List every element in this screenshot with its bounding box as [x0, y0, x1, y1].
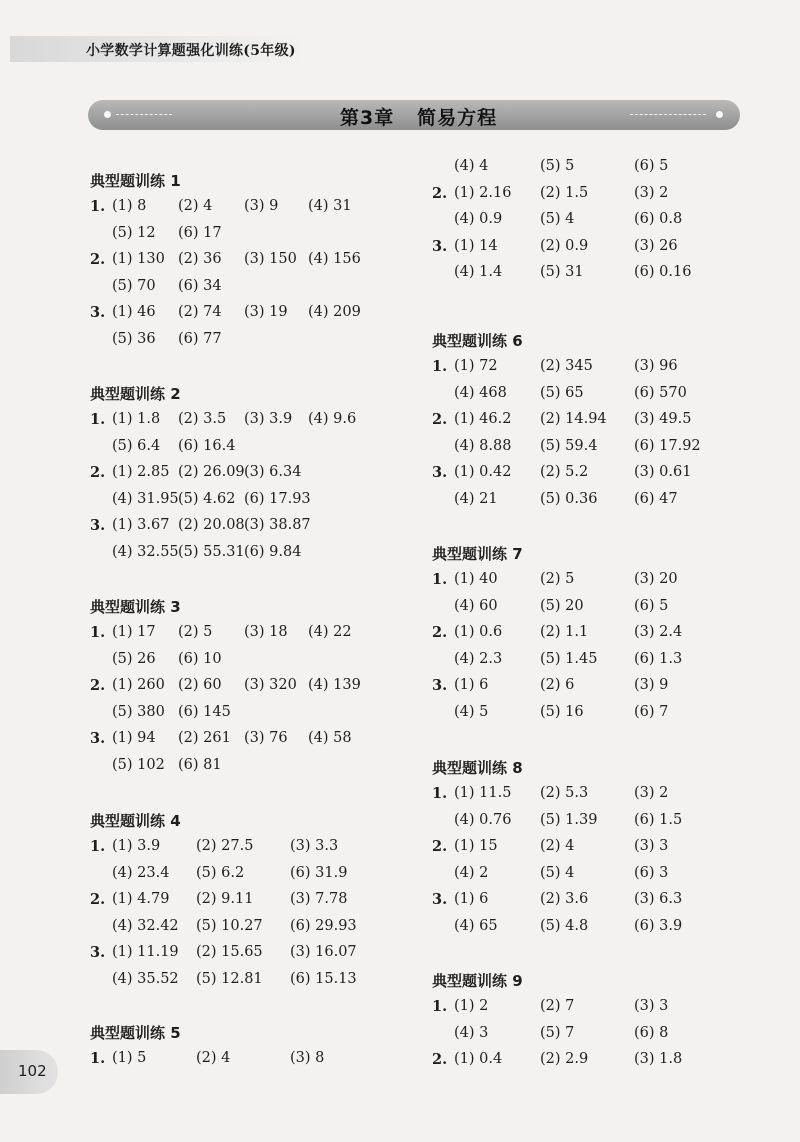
answer-item: (5) 5	[540, 158, 575, 174]
answer-item: (5) 1.39	[540, 811, 598, 828]
answer-item: (6) 77	[178, 331, 222, 347]
answer-item: (1) 3.9	[112, 838, 161, 854]
answer-item: (4) 3	[454, 1024, 489, 1041]
answer-item: (2) 6	[540, 677, 575, 694]
answer-item: (2) 261	[178, 730, 231, 747]
answer-item: (1) 0.4	[454, 1051, 503, 1068]
answer-item: (4) 4	[454, 158, 489, 174]
answer-item: (5) 4	[540, 864, 575, 881]
question-number: 2.	[432, 838, 448, 856]
answer-item: (1) 1.8	[112, 411, 161, 427]
question-number: 2.	[432, 1051, 448, 1069]
answer-item: (2) 1.1	[540, 624, 589, 641]
answer-item: (4) 139	[308, 677, 361, 694]
answer-item: (6) 17.92	[634, 437, 701, 454]
question-number: 1.	[90, 1050, 106, 1067]
question-number: 3.	[432, 237, 448, 255]
answer-item: (1) 8	[112, 198, 147, 214]
answer-item: (5) 20	[540, 597, 584, 614]
answer-item: (6) 570	[634, 384, 687, 401]
answer-item: (5) 0.36	[540, 491, 598, 507]
answer-item: (3) 9	[244, 198, 279, 214]
answer-item: (2) 9.11	[196, 891, 254, 908]
answer-item: (6) 3.9	[634, 918, 683, 934]
answer-item: (5) 36	[112, 331, 156, 347]
answer-item: (3) 26	[634, 237, 678, 254]
answer-item: (1) 14	[454, 237, 498, 254]
question-number: 1.	[432, 998, 448, 1015]
answer-item: (4) 2	[454, 864, 489, 881]
running-header: 小学数学计算题强化训练(5年级)	[86, 43, 296, 59]
answer-item: (1) 94	[112, 730, 156, 747]
answer-item: (5) 12	[112, 224, 156, 241]
answer-item: (4) 22	[308, 624, 352, 640]
answer-item: (3) 0.61	[634, 464, 692, 481]
answer-item: (3) 2	[634, 184, 669, 201]
answer-item: (2) 4	[540, 838, 575, 855]
answer-item: (3) 18	[244, 624, 288, 640]
answer-item: (2) 4	[178, 198, 213, 214]
answer-item: (1) 4.79	[112, 891, 170, 908]
answer-item: (2) 5	[178, 624, 213, 640]
answer-item: (3) 96	[634, 358, 678, 374]
answer-item: (3) 2	[634, 785, 669, 801]
answer-item: (1) 5	[112, 1050, 147, 1066]
answer-item: (5) 1.45	[540, 650, 598, 667]
answer-item: (3) 9	[634, 677, 669, 694]
answer-item: (2) 345	[540, 358, 593, 374]
question-number: 2.	[90, 251, 106, 269]
answer-item: (1) 46.2	[454, 411, 512, 428]
answer-item: (6) 145	[178, 703, 231, 720]
question-number: 3.	[90, 517, 106, 535]
answer-item: (3) 38.87	[244, 517, 311, 534]
answer-item: (2) 3.6	[540, 891, 589, 908]
section-title: 典型题训练 8	[432, 759, 523, 777]
answer-item: (3) 3	[634, 998, 669, 1014]
answer-item: (6) 8	[634, 1024, 669, 1041]
answer-item: (4) 31.95	[112, 490, 179, 507]
question-number: 3.	[432, 891, 448, 909]
answer-item: (6) 34	[178, 277, 222, 294]
answer-item: (1) 11.19	[112, 944, 179, 961]
answer-item: (2) 60	[178, 677, 222, 694]
section-title: 典型题训练 9	[432, 972, 523, 990]
answer-item: (4) 60	[454, 597, 498, 614]
question-number: 1.	[432, 358, 448, 375]
banner-dot-icon	[104, 111, 111, 118]
question-number: 2.	[90, 891, 106, 909]
question-number: 1.	[90, 624, 106, 641]
answer-item: (2) 26.09	[178, 464, 245, 481]
question-number: 1.	[432, 785, 448, 802]
answer-item: (6) 29.93	[290, 917, 357, 934]
answer-item: (4) 58	[308, 730, 352, 747]
answer-item: (2) 15.65	[196, 944, 263, 961]
answer-item: (6) 81	[178, 757, 222, 773]
section-title: 典型题训练 7	[432, 545, 523, 563]
answer-item: (5) 16	[540, 704, 584, 720]
answer-item: (6) 0.16	[634, 264, 692, 281]
answer-item: (2) 4	[196, 1050, 231, 1066]
answer-item: (2) 7	[540, 998, 575, 1014]
question-number: 3.	[432, 677, 448, 695]
question-number: 3.	[90, 944, 106, 962]
question-number: 2.	[432, 184, 448, 202]
answer-item: (3) 2.4	[634, 624, 683, 641]
answer-item: (2) 2.9	[540, 1051, 589, 1068]
page-number: 102	[18, 1062, 47, 1080]
answer-item: (6) 7	[634, 704, 669, 720]
answer-item: (5) 4.8	[540, 918, 589, 934]
answer-item: (4) 1.4	[454, 264, 503, 281]
answer-item: (1) 0.6	[454, 624, 503, 641]
answer-item: (6) 1.5	[634, 811, 683, 828]
answer-item: (2) 74	[178, 304, 222, 321]
answer-item: (4) 32.42	[112, 917, 179, 934]
answer-item: (4) 35.52	[112, 971, 179, 987]
answer-item: (4) 31	[308, 198, 352, 214]
answer-item: (3) 20	[634, 571, 678, 587]
answer-item: (3) 3.9	[244, 411, 293, 427]
answer-item: (3) 150	[244, 251, 297, 268]
answer-item: (2) 1.5	[540, 184, 589, 201]
answer-item: (6) 1.3	[634, 650, 683, 667]
answer-item: (6) 5	[634, 158, 669, 174]
question-number: 1.	[90, 411, 106, 428]
answer-item: (1) 2.16	[454, 184, 512, 201]
answer-item: (5) 12.81	[196, 971, 263, 987]
answer-item: (5) 4.62	[178, 490, 236, 507]
answer-item: (4) 65	[454, 918, 498, 934]
chapter-title: 第3章 简易方程	[340, 107, 498, 129]
answer-item: (1) 260	[112, 677, 165, 694]
answer-item: (1) 17	[112, 624, 156, 640]
section-title: 典型题训练 1	[90, 172, 181, 190]
answer-item: (2) 5.3	[540, 785, 589, 801]
answer-item: (3) 6.3	[634, 891, 683, 908]
answer-item: (5) 7	[540, 1024, 575, 1041]
answer-item: (5) 102	[112, 757, 165, 773]
answer-item: (1) 2	[454, 998, 489, 1014]
answer-item: (1) 6	[454, 891, 489, 908]
answer-item: (3) 19	[244, 304, 288, 321]
section-title: 典型题训练 6	[432, 332, 523, 350]
answer-item: (6) 10	[178, 650, 222, 667]
answer-item: (4) 5	[454, 704, 489, 720]
answer-item: (5) 380	[112, 703, 165, 720]
answer-item: (2) 36	[178, 251, 222, 268]
answer-item: (6) 3	[634, 864, 669, 881]
answer-item: (6) 15.13	[290, 971, 357, 987]
answer-item: (6) 17.93	[244, 490, 311, 507]
answer-item: (1) 0.42	[454, 464, 512, 481]
answer-item: (5) 65	[540, 384, 584, 401]
answer-item: (4) 468	[454, 384, 507, 401]
answer-item: (3) 1.8	[634, 1051, 683, 1068]
answer-item: (4) 2.3	[454, 650, 503, 667]
answer-item: (3) 320	[244, 677, 297, 694]
answer-item: (1) 3.67	[112, 517, 170, 534]
answer-item: (3) 6.34	[244, 464, 302, 481]
answer-item: (1) 40	[454, 571, 498, 587]
answer-item: (5) 4	[540, 211, 575, 228]
question-number: 1.	[432, 571, 448, 588]
answer-item: (5) 55.31	[178, 544, 245, 560]
question-number: 2.	[90, 464, 106, 482]
answer-item: (6) 9.84	[244, 544, 302, 560]
answer-item: (3) 7.78	[290, 891, 348, 908]
section-title: 典型题训练 4	[90, 812, 181, 830]
answer-item: (4) 0.76	[454, 811, 512, 828]
answer-item: (2) 0.9	[540, 237, 589, 254]
answer-item: (3) 3.3	[290, 838, 339, 854]
answer-item: (1) 2.85	[112, 464, 170, 481]
answer-item: (4) 209	[308, 304, 361, 321]
answer-item: (1) 11.5	[454, 785, 512, 801]
question-number: 3.	[90, 304, 106, 322]
question-number: 2.	[432, 624, 448, 642]
answer-item: (6) 0.8	[634, 211, 683, 228]
answer-item: (6) 17	[178, 224, 222, 241]
answer-item: (5) 70	[112, 277, 156, 294]
answer-item: (3) 76	[244, 730, 288, 747]
answer-item: (4) 9.6	[308, 411, 357, 427]
answer-item: (2) 5.2	[540, 464, 589, 481]
answer-item: (4) 23.4	[112, 864, 170, 881]
answer-item: (6) 16.4	[178, 437, 236, 454]
answer-item: (5) 10.27	[196, 917, 263, 934]
answer-item: (4) 32.55	[112, 544, 179, 560]
answer-item: (2) 20.08	[178, 517, 245, 534]
answer-item: (5) 6.4	[112, 437, 161, 454]
answer-item: (3) 49.5	[634, 411, 692, 428]
page-number-tab	[0, 1050, 58, 1094]
answer-item: (5) 6.2	[196, 864, 245, 881]
answer-item: (4) 0.9	[454, 211, 503, 228]
question-number: 2.	[432, 411, 448, 429]
answer-item: (4) 156	[308, 251, 361, 268]
question-number: 3.	[90, 730, 106, 748]
section-title: 典型题训练 2	[90, 385, 181, 403]
answer-item: (2) 5	[540, 571, 575, 587]
answer-item: (1) 130	[112, 251, 165, 268]
question-number: 2.	[90, 677, 106, 695]
question-number: 1.	[90, 198, 106, 215]
answer-item: (2) 3.5	[178, 411, 227, 427]
answer-item: (5) 26	[112, 650, 156, 667]
answer-item: (1) 46	[112, 304, 156, 321]
answer-item: (3) 8	[290, 1050, 325, 1066]
answer-item: (2) 14.94	[540, 411, 607, 428]
answer-item: (4) 21	[454, 491, 498, 507]
question-number: 1.	[90, 838, 106, 855]
answer-item: (6) 31.9	[290, 864, 348, 881]
banner-dash-right	[630, 114, 706, 115]
answer-item: (4) 8.88	[454, 437, 512, 454]
answer-item: (1) 72	[454, 358, 498, 374]
answer-item: (6) 47	[634, 491, 678, 507]
question-number: 3.	[432, 464, 448, 482]
answer-item: (6) 5	[634, 597, 669, 614]
section-title: 典型题训练 3	[90, 598, 181, 616]
answer-item: (5) 31	[540, 264, 584, 281]
banner-dot-icon	[716, 111, 723, 118]
answer-item: (5) 59.4	[540, 437, 598, 454]
answer-item: (3) 3	[634, 838, 669, 855]
section-title: 典型题训练 5	[90, 1024, 181, 1042]
answer-item: (1) 15	[454, 838, 498, 855]
answer-item: (1) 6	[454, 677, 489, 694]
answer-item: (2) 27.5	[196, 838, 254, 854]
answer-item: (3) 16.07	[290, 944, 357, 961]
banner-dash-left	[116, 114, 172, 115]
